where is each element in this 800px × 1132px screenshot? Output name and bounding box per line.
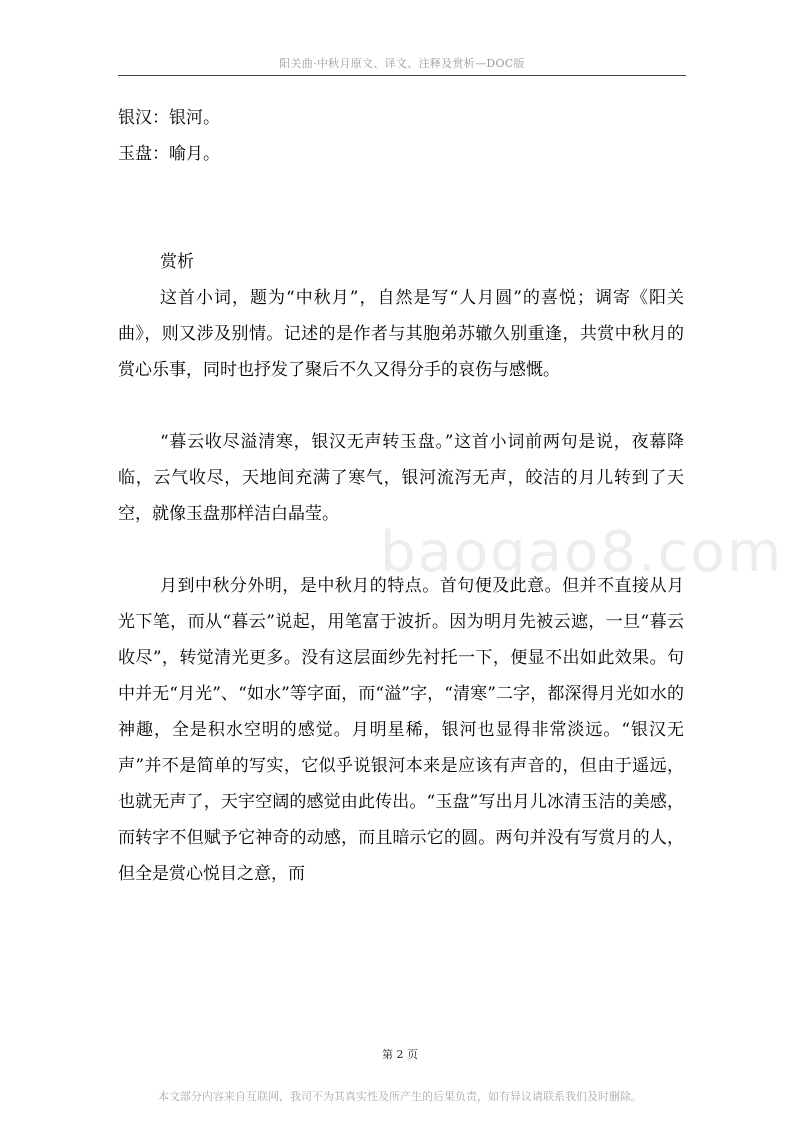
document-body bbox=[118, 100, 684, 892]
spacer bbox=[118, 388, 684, 424]
paragraph-3: 月到中秋分外明，是中秋月的特点。首句便及此意。但并不直接从月光下笔，而从“暮云”说起，用笔富于波折。因为明月先被云遮，一旦“暮云收尽”，转觉清光更多。没有这层面纱先衬托一下，便显不出如此效果。句中并无“月光”、“如水”等字面，而“溢”字，“清寒”二字，都深得月光如水的神趣，全是积水空明的感觉。月明星稀，银河也显得非常淡远。“银汉无声”并不是简单的写实，它似乎说银河本来是应该有声音的，但由于遥远，也就无声了，天宇空阔的感觉由此传出。“玉盘”写出月儿冰清玉洁的美感，而转字不但赋予它神奇的动感，而且暗示它的圆。两句并没有写赏月的人，但全是赏心悦目之意，而 bbox=[118, 576, 684, 884]
footer-disclaimer: 本文部分内容来自互联网，我司不为其真实性及所产生的后果负责，如有异议请联系我们及时删除。 bbox=[158, 1090, 642, 1103]
page-header-title: 阳关曲·中秋月原文、译文、注释及赏析—DOC版 bbox=[279, 57, 525, 70]
spacer bbox=[118, 172, 684, 244]
note-yupan: 玉盘：喻月。 bbox=[118, 144, 220, 164]
header-divider bbox=[118, 75, 686, 76]
watermark-logo: baogao8.com bbox=[380, 520, 784, 585]
spacer bbox=[118, 532, 684, 568]
section-heading: 赏析 bbox=[160, 252, 194, 272]
paragraph-1: 这首小词，题为“中秋月”，自然是写“人月圆”的喜悦；调寄《阳关曲》，则又涉及别情。记述的是作者与其胞弟苏辙久别重逢，共赏中秋月的赏心乐事，同时也抒发了聚后不久又得分手的哀伤与感慨。 bbox=[118, 288, 684, 380]
paragraph-2: “暮云收尽溢清寒，银汉无声转玉盘。”这首小词前两句是说，夜幕降临，云气收尽，天地间充满了寒气，银河流泻无声，皎洁的月儿转到了天空，就像玉盘那样洁白晶莹。 bbox=[118, 432, 684, 524]
note-yinhan: 银汉：银河。 bbox=[118, 108, 220, 128]
page-number: 第 2 页 bbox=[382, 1048, 418, 1061]
